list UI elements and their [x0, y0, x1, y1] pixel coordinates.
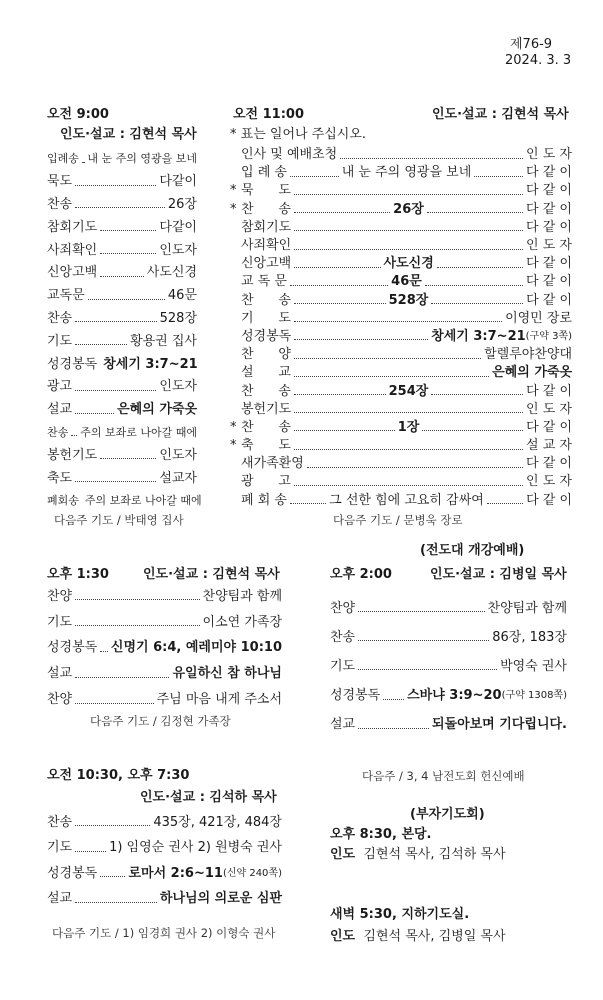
leader-dots	[358, 611, 484, 612]
order-label: 설교	[47, 891, 73, 907]
order-row	[230, 182, 572, 200]
order-value: 주의 보좌로 나아갈 때에	[80, 425, 197, 439]
order-value: 이영민 장로	[505, 310, 572, 326]
order-value: 다 같 이	[526, 456, 572, 472]
standing-mark: *	[230, 419, 237, 435]
order-value: 스바냐 3:9~20	[407, 688, 502, 704]
s2-order-list	[230, 146, 572, 510]
order-value: 박영숙 권사	[500, 658, 567, 674]
s4-next-prayer: 다음주 기도 / 1) 임경희 권사 2) 이형숙 권사	[52, 926, 276, 940]
leader-dots	[100, 458, 156, 459]
order-label: 기 도	[241, 310, 291, 326]
leader-dots	[294, 194, 523, 195]
leader-dots	[294, 358, 481, 359]
order-row	[47, 610, 282, 636]
order-label: 설 교	[241, 365, 291, 381]
order-item: 그 선한 힘에 고요히 감싸여	[329, 492, 484, 508]
order-label: 신앙고백	[241, 256, 292, 272]
order-label: 기도	[47, 840, 73, 856]
order-label: 봉헌기도	[241, 401, 292, 417]
leader-dots	[100, 876, 125, 877]
order-label: 찬송	[47, 814, 73, 830]
order-value: 다 같 이	[526, 274, 572, 290]
order-label: 교독문	[47, 288, 85, 304]
s1-time: 오전 9:00	[47, 107, 109, 122]
s4-time: 오전 10:30, 오후 7:30	[47, 768, 190, 783]
leader-dots	[294, 430, 395, 431]
s6-dawn-line: 새벽 5:30, 지하기도실.	[330, 907, 470, 922]
order-label: 광 고	[241, 474, 291, 490]
order-row	[230, 346, 572, 364]
order-item: 내 눈 주의 영광을 보네	[341, 165, 472, 181]
order-value: 은혜의 가죽옷	[492, 365, 572, 381]
s3-leader: 인도·설교 : 김현석 목사	[143, 567, 280, 582]
order-value: 다 같 이	[526, 256, 573, 272]
order-value: 내 눈 주의 영광을 보네	[87, 152, 197, 166]
order-value: 다 같 이	[526, 492, 573, 508]
order-label: 입례송	[47, 152, 79, 166]
order-value: 주님 마음 내게 주소서	[156, 692, 282, 708]
order-value: 설교자	[159, 470, 197, 486]
order-row	[47, 239, 197, 262]
leader-dots	[422, 430, 523, 431]
leader-dots	[474, 176, 523, 177]
leader-dots	[82, 162, 84, 163]
s2-standing-note: * 표는 일어나 주십시오.	[230, 127, 367, 142]
leader-dots	[75, 703, 153, 704]
order-row	[47, 836, 282, 862]
order-row	[230, 146, 572, 164]
leader-dots	[75, 902, 157, 903]
s3-time: 오후 1:30	[47, 567, 109, 582]
order-label: 성경봉독	[47, 640, 98, 656]
order-row	[330, 711, 567, 740]
leader-dots	[88, 299, 165, 300]
leader-dots	[307, 467, 523, 468]
order-label: 성경봉독	[47, 865, 98, 881]
order-value: 은혜의 가죽옷	[117, 402, 197, 418]
leader-dots	[340, 158, 523, 159]
leader-dots	[75, 390, 156, 391]
order-label: 기도	[47, 614, 73, 630]
s5-leader: 인도·설교 : 김병일 목사	[430, 567, 567, 582]
bible-page-note: (구약 1308쪽)	[501, 690, 567, 702]
order-label: 봉헌기도	[47, 447, 98, 463]
order-label: 찬송	[47, 196, 73, 212]
order-row	[47, 308, 197, 331]
order-value: 인도자	[159, 379, 197, 395]
leader-dots	[75, 413, 114, 414]
s2-next-prayer: 다음주 기도 / 문병욱 장로	[333, 513, 463, 527]
leader-dots	[75, 851, 106, 852]
order-label: 찬양	[330, 600, 356, 616]
standing-mark: *	[230, 201, 237, 217]
order-value: 인도자	[159, 242, 197, 258]
order-value: 로마서 2:6~11	[128, 865, 223, 881]
order-label: 찬송	[330, 629, 356, 645]
s2-leader: 인도·설교 : 김현석 목사	[432, 107, 569, 122]
order-label: 찬송	[47, 425, 69, 439]
order-label: 찬 송	[241, 383, 291, 399]
order-value: 창세기 3:7~21	[431, 328, 526, 344]
leader-dots	[294, 412, 523, 413]
order-item: 1장	[397, 419, 420, 435]
order-row	[230, 382, 572, 400]
standing-mark: *	[230, 183, 237, 199]
order-row	[230, 419, 572, 437]
s6-evening-leader-names: 김현석 목사, 김석하 목사	[363, 847, 506, 862]
s6-evening-line: 오후 8:30, 본당.	[330, 827, 432, 842]
leader-dots	[437, 267, 523, 268]
order-row	[47, 636, 282, 662]
s6-evening-leader-label: 인도	[330, 847, 356, 862]
s5-subtitle: (전도대 개강예배)	[420, 543, 525, 558]
order-row	[47, 194, 197, 217]
s6-title: (부자기도회)	[410, 807, 485, 822]
order-row	[230, 310, 572, 328]
order-label: 찬 송	[241, 419, 291, 435]
s1-leader: 인도·설교 : 김현석 목사	[60, 127, 197, 142]
s4-leader: 인도·설교 : 김석하 목사	[140, 790, 277, 805]
leader-dots	[75, 185, 156, 186]
order-row	[47, 171, 197, 194]
leader-dots	[358, 640, 489, 641]
leader-dots	[431, 394, 523, 395]
leader-dots	[100, 230, 156, 231]
order-label: 사죄확인	[241, 238, 292, 254]
leader-dots	[294, 303, 386, 304]
s1-next-prayer: 다음주 기도 / 박태영 집사	[54, 513, 184, 527]
leader-dots	[427, 212, 523, 213]
order-value: 설 교 자	[526, 438, 572, 454]
leader-dots	[75, 481, 156, 482]
order-label: 축 도	[241, 438, 291, 454]
order-value: 46문	[167, 288, 197, 304]
order-value: 인 도 자	[526, 238, 572, 254]
s5-next-prayer: 다음주 / 3, 4 남전도회 헌신예배	[362, 769, 525, 783]
order-row	[47, 330, 197, 353]
leader-dots	[425, 285, 523, 286]
order-row	[230, 237, 572, 255]
order-value: 찬양팀과 함께	[202, 588, 282, 604]
order-value: 다 같 이	[526, 165, 572, 181]
order-value: 할렐루야찬양대	[484, 347, 572, 363]
order-label: 찬 양	[241, 347, 291, 363]
order-item: 사도신경	[383, 256, 434, 272]
order-label: 찬 송	[241, 292, 291, 308]
leader-dots	[75, 677, 169, 678]
order-row	[47, 490, 202, 513]
bible-page-note: (신약 240쪽)	[222, 867, 282, 879]
order-value: 유일하신 참 하나님	[172, 666, 282, 682]
order-label: 사죄확인	[47, 242, 98, 258]
order-label: 기도	[330, 658, 356, 674]
order-label: 묵 도	[241, 183, 291, 199]
order-row	[230, 164, 572, 182]
order-label: 찬송	[47, 310, 73, 326]
order-value: 528장	[159, 310, 197, 326]
order-row	[230, 273, 572, 291]
issue-number: 제76-9	[510, 37, 553, 52]
leader-dots	[75, 825, 150, 826]
order-value: 되돌아보며 기다립니다.	[431, 717, 567, 733]
order-row	[230, 255, 572, 273]
order-item: 26장	[393, 201, 424, 217]
leader-dots	[294, 230, 523, 231]
s3-order-list	[47, 584, 282, 713]
order-value: 다 같 이	[526, 201, 572, 217]
order-row	[230, 401, 572, 419]
order-row	[230, 328, 572, 346]
order-row	[47, 148, 197, 171]
leader-dots	[100, 651, 108, 652]
standing-mark: *	[230, 438, 237, 454]
order-value: 주의 보좌로 나아갈 때에	[84, 494, 202, 508]
leader-dots	[294, 212, 390, 213]
bible-page-note: (구약 3쪽)	[525, 330, 572, 342]
s4-order-list	[47, 810, 282, 912]
leader-dots	[431, 303, 523, 304]
issue-date: 2024. 3. 3	[505, 53, 572, 68]
order-label: 묵도	[47, 174, 73, 190]
order-row	[47, 376, 197, 399]
s6-dawn-leader-names: 김현석 목사, 김병일 목사	[363, 929, 506, 944]
leader-dots	[75, 625, 199, 626]
leader-dots	[358, 669, 497, 670]
order-row	[47, 887, 282, 913]
leader-dots	[75, 344, 127, 345]
leader-dots	[358, 728, 429, 729]
leader-dots	[290, 176, 339, 177]
order-label: 입 례 송	[241, 165, 287, 181]
order-label: 신앙고백	[47, 265, 98, 281]
leader-dots	[294, 449, 523, 450]
order-row	[47, 467, 197, 490]
order-value: 하나님의 의로운 심판	[159, 891, 282, 907]
order-row	[47, 262, 197, 285]
s1-order-list	[47, 148, 202, 513]
order-value: 찬양팀과 함께	[487, 600, 567, 616]
order-row	[230, 292, 572, 310]
order-value: 435장, 421장, 484장	[153, 814, 282, 830]
order-label: 찬양	[47, 588, 73, 604]
s2-time: 오전 11:00	[233, 107, 305, 122]
order-value: 인 도 자	[526, 474, 572, 490]
order-value: 다 같 이	[526, 292, 573, 308]
order-row	[230, 201, 572, 219]
order-row	[47, 810, 282, 836]
order-row	[330, 594, 567, 623]
order-row	[47, 584, 282, 610]
order-row	[330, 682, 567, 711]
order-row	[47, 399, 197, 422]
order-item: 528장	[388, 292, 429, 308]
order-value: 황용권 집사	[130, 333, 197, 349]
order-label: 폐 회 송	[241, 492, 287, 508]
order-value: 다같이	[159, 219, 197, 235]
order-row	[47, 661, 282, 687]
order-row	[47, 687, 282, 713]
leader-dots	[75, 207, 165, 208]
order-label: 설교	[47, 402, 73, 418]
leader-dots	[290, 503, 326, 504]
leader-dots	[100, 253, 156, 254]
leader-dots	[100, 276, 144, 277]
order-value: 1) 임영순 권사 2) 원병숙 권사	[109, 840, 282, 856]
order-row	[230, 437, 572, 455]
s6-dawn-leaders	[330, 928, 506, 946]
order-row	[230, 364, 572, 382]
leader-dots	[294, 267, 380, 268]
leader-dots	[71, 435, 77, 436]
order-label: 인사 및 예배초청	[241, 147, 338, 163]
leader-dots	[294, 485, 523, 486]
order-label: 설교	[330, 717, 356, 733]
leader-dots	[294, 376, 489, 377]
leader-dots	[75, 321, 157, 322]
order-label: 찬양	[47, 692, 73, 708]
order-label: 성경봉독	[241, 328, 292, 344]
leader-dots	[294, 321, 502, 322]
order-row	[230, 455, 572, 473]
order-label: 새가족환영	[241, 456, 304, 472]
s6-evening-leaders	[330, 846, 506, 864]
order-label: 참회기도	[241, 219, 292, 235]
order-row	[230, 492, 572, 510]
order-value: 다같이	[159, 174, 197, 190]
order-label: 참회기도	[47, 219, 98, 235]
order-item: 46문	[391, 274, 422, 290]
order-row	[47, 861, 282, 887]
order-value: 인 도 자	[526, 401, 572, 417]
order-label: 성경봉독	[330, 688, 381, 704]
order-label: 축도	[47, 470, 73, 486]
order-row	[230, 473, 572, 491]
order-label: 광고	[47, 379, 73, 395]
order-value: 이소연 가족장	[202, 614, 282, 630]
order-value: 다 같 이	[526, 183, 572, 199]
order-row	[47, 353, 197, 376]
s6-dawn-leader-label: 인도	[330, 929, 356, 944]
order-label: 폐회송	[47, 494, 79, 508]
leader-dots	[290, 285, 388, 286]
leader-dots	[294, 339, 428, 340]
leader-dots	[294, 394, 386, 395]
s3-next-prayer: 다음주 기도 / 김정현 가족장	[90, 714, 231, 728]
order-row	[47, 285, 197, 308]
order-label: 기도	[47, 333, 73, 349]
order-row	[330, 652, 567, 681]
order-value: 다 같 이	[526, 383, 573, 399]
order-label: 교 독 문	[241, 274, 287, 290]
order-row	[47, 422, 197, 445]
order-row	[47, 444, 197, 467]
order-item: 254장	[388, 383, 429, 399]
order-value: 다 같 이	[526, 419, 573, 435]
s5-time: 오후 2:00	[330, 567, 392, 582]
leader-dots	[294, 249, 523, 250]
order-value: 86장, 183장	[492, 629, 567, 645]
order-value: 인 도 자	[526, 147, 572, 163]
order-value: 인도자	[159, 447, 197, 463]
order-value: 26장	[167, 196, 197, 212]
order-label: 성경봉독	[47, 356, 98, 372]
order-value: 신명기 6:4, 예레미야 10:10	[110, 640, 282, 656]
order-label: 찬 송	[241, 201, 291, 217]
order-row	[230, 219, 572, 237]
order-value: 창세기 3:7~21	[103, 356, 198, 372]
s5-order-list	[330, 594, 567, 740]
order-value: 다 같 이	[526, 219, 572, 235]
leader-dots	[487, 503, 523, 504]
leader-dots	[383, 699, 404, 700]
order-label: 설교	[47, 666, 73, 682]
order-row	[330, 623, 567, 652]
order-row	[47, 216, 197, 239]
order-value: 사도신경	[146, 265, 197, 281]
leader-dots	[75, 599, 199, 600]
